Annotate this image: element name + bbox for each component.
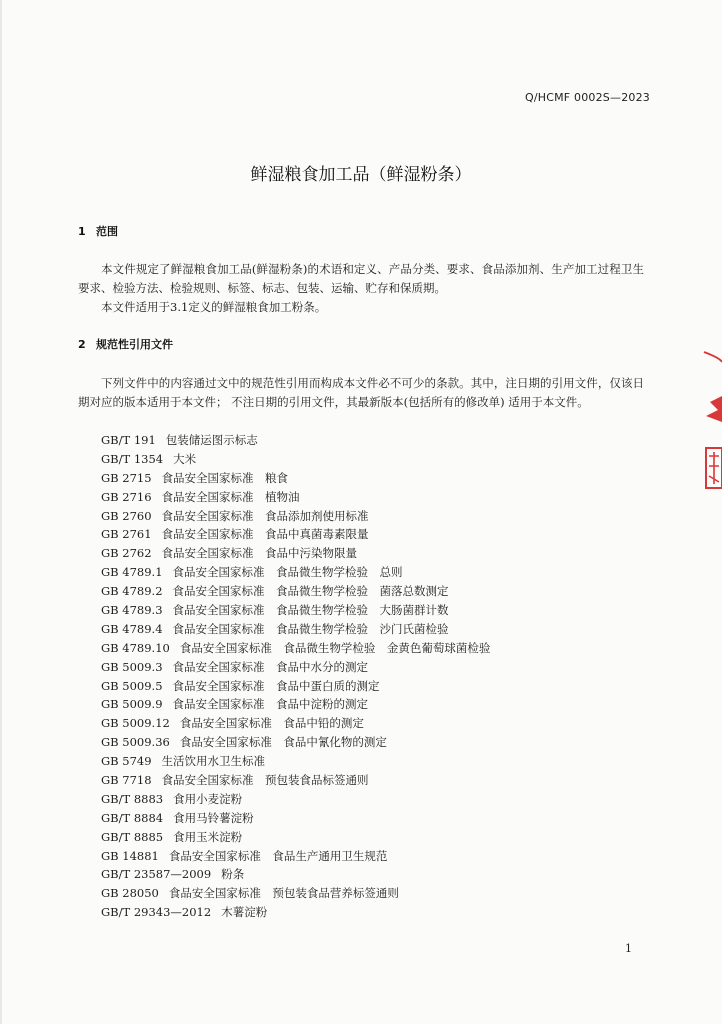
reference-item [101, 752, 490, 771]
reference-description: 食用小麦淀粉 [173, 791, 243, 806]
reference-code: GB 5009.5 [101, 678, 163, 693]
reference-description: 食品安全国家标准 预包装食品标签通则 [161, 773, 369, 788]
reference-item [101, 733, 490, 752]
reference-code: GB 5009.9 [101, 697, 163, 712]
reference-code: GB 2715 [101, 470, 152, 485]
reference-description: 食品安全国家标准 粮食 [161, 470, 289, 485]
reference-item [101, 695, 490, 714]
reference-code: GB 5009.12 [101, 716, 170, 731]
section-1-number: 1 [78, 225, 86, 238]
reference-code: GB 28050 [101, 886, 159, 901]
reference-code: GB/T 8885 [101, 829, 164, 844]
page-number: 1 [625, 942, 632, 955]
reference-description: 食品安全国家标准 食品微生物学检验 沙门氏菌检验 [172, 621, 449, 636]
reference-item [101, 544, 490, 563]
reference-item [101, 714, 490, 733]
reference-description: 生活饮用水卫生标准 [161, 754, 266, 769]
reference-description: 食品安全国家标准 食品微生物学检验 大肠菌群计数 [172, 603, 449, 618]
reference-code: GB 4789.3 [101, 603, 163, 618]
scan-edge [0, 0, 2, 1024]
reference-item [101, 582, 490, 601]
reference-code: GB 4789.4 [101, 621, 163, 636]
references-intro: 下列文件中的内容通过文中的规范性引用而构成本文件必不可少的条款。其中，注日期的引用文件，仅该日期对应的版本适用于本文件； 不注日期的引用文件，其最新版本(包括所有的修改单) 适用于本文件。 [78, 376, 644, 409]
reference-item [101, 563, 490, 582]
reference-item [101, 809, 490, 828]
reference-code: GB 2716 [101, 489, 152, 504]
reference-code: GB/T 1354 [101, 451, 164, 466]
scope-paragraph-2: 本文件适用于3.1定义的鲜湿粮食加工粉条。 [101, 300, 327, 314]
reference-description: 粉条 [221, 867, 245, 882]
reference-code: GB 7718 [101, 773, 152, 788]
reference-code: GB/T 8884 [101, 810, 164, 825]
reference-item [101, 639, 490, 658]
reference-description: 食品安全国家标准 食品中污染物限量 [161, 546, 358, 561]
reference-item [101, 828, 490, 847]
reference-code: GB 4789.1 [101, 565, 163, 580]
stamp-arc [704, 352, 722, 362]
reference-code: GB 4789.10 [101, 640, 170, 655]
reference-description: 木薯淀粉 [221, 905, 268, 920]
reference-item [101, 507, 490, 526]
reference-code: GB 2760 [101, 508, 152, 523]
reference-item [101, 469, 490, 488]
reference-description: 大米 [173, 451, 197, 466]
reference-description: 食品安全国家标准 预包装食品营养标签通则 [168, 886, 399, 901]
reference-code: GB 14881 [101, 848, 159, 863]
document-title: 鲜湿粮食加工品（鲜湿粉条） [250, 165, 472, 185]
reference-description: 食品安全国家标准 食品生产通用卫生规范 [168, 848, 388, 863]
reference-item [101, 865, 490, 884]
section-2-heading [78, 336, 173, 352]
reference-description: 食品安全国家标准 食品中淀粉的测定 [172, 697, 369, 712]
reference-description: 食品安全国家标准 食品中水分的测定 [172, 659, 369, 674]
stamp-char-stroke [709, 452, 719, 484]
reference-description: 食用马铃薯淀粉 [173, 810, 254, 825]
reference-description: 食品安全国家标准 植物油 [161, 489, 300, 504]
reference-code: GB 5749 [101, 754, 152, 769]
scope-paragraph-1: 本文件规定了鲜湿粮食加工品(鲜湿粉条)的术语和定义、产品分类、要求、食品添加剂、生产加工过程卫生要求、检验方法、检验规则、标签、标志、包装、运输、贮存和保质期。 [78, 262, 644, 295]
reference-item [101, 847, 490, 866]
section-2-title: 规范性引用文件 [96, 338, 173, 351]
section-1-heading [78, 223, 118, 239]
reference-item [101, 601, 490, 620]
reference-item [101, 450, 490, 469]
reference-description: 食品安全国家标准 食品中铅的测定 [179, 716, 364, 731]
section-1-title: 范围 [96, 225, 118, 238]
reference-description: 食品安全国家标准 食品添加剂使用标准 [161, 508, 369, 523]
reference-code: GB 5009.3 [101, 659, 163, 674]
reference-code: GB/T 23587—2009 [101, 867, 212, 882]
document-code: Q/HCMF 0002S—2023 [524, 91, 650, 104]
reference-description: 食品安全国家标准 食品中真菌毒素限量 [161, 527, 369, 542]
reference-item [101, 677, 490, 696]
reference-code: GB/T 191 [101, 433, 156, 447]
reference-item [101, 488, 490, 507]
stamp-star [706, 396, 722, 422]
reference-description: 包装储运图示标志 [165, 433, 258, 447]
reference-code: GB 5009.36 [101, 735, 170, 750]
reference-item [101, 658, 490, 677]
reference-item [101, 620, 490, 639]
reference-item [101, 790, 490, 809]
reference-description: 食品安全国家标准 食品微生物学检验 菌落总数测定 [172, 584, 449, 599]
reference-code: GB 2761 [101, 527, 152, 542]
reference-description: 食品安全国家标准 食品微生物学检验 总则 [172, 565, 403, 580]
stamp-fragment [698, 350, 722, 500]
reference-description: 食品安全国家标准 食品中氰化物的测定 [179, 735, 387, 750]
reference-list [101, 431, 490, 922]
reference-code: GB/T 29343—2012 [101, 905, 212, 920]
reference-code: GB 2762 [101, 546, 152, 561]
reference-code: GB/T 8883 [101, 791, 164, 806]
reference-item [101, 884, 490, 903]
reference-description: 食品安全国家标准 食品微生物学检验 金黄色葡萄球菌检验 [179, 640, 491, 655]
reference-description: 食用玉米淀粉 [173, 829, 243, 844]
section-2-number: 2 [78, 338, 86, 351]
reference-description: 食品安全国家标准 食品中蛋白质的测定 [172, 678, 380, 693]
reference-item [101, 525, 490, 544]
reference-item [101, 431, 490, 450]
reference-code: GB 4789.2 [101, 584, 163, 599]
reference-item [101, 771, 490, 790]
reference-item [101, 903, 490, 922]
